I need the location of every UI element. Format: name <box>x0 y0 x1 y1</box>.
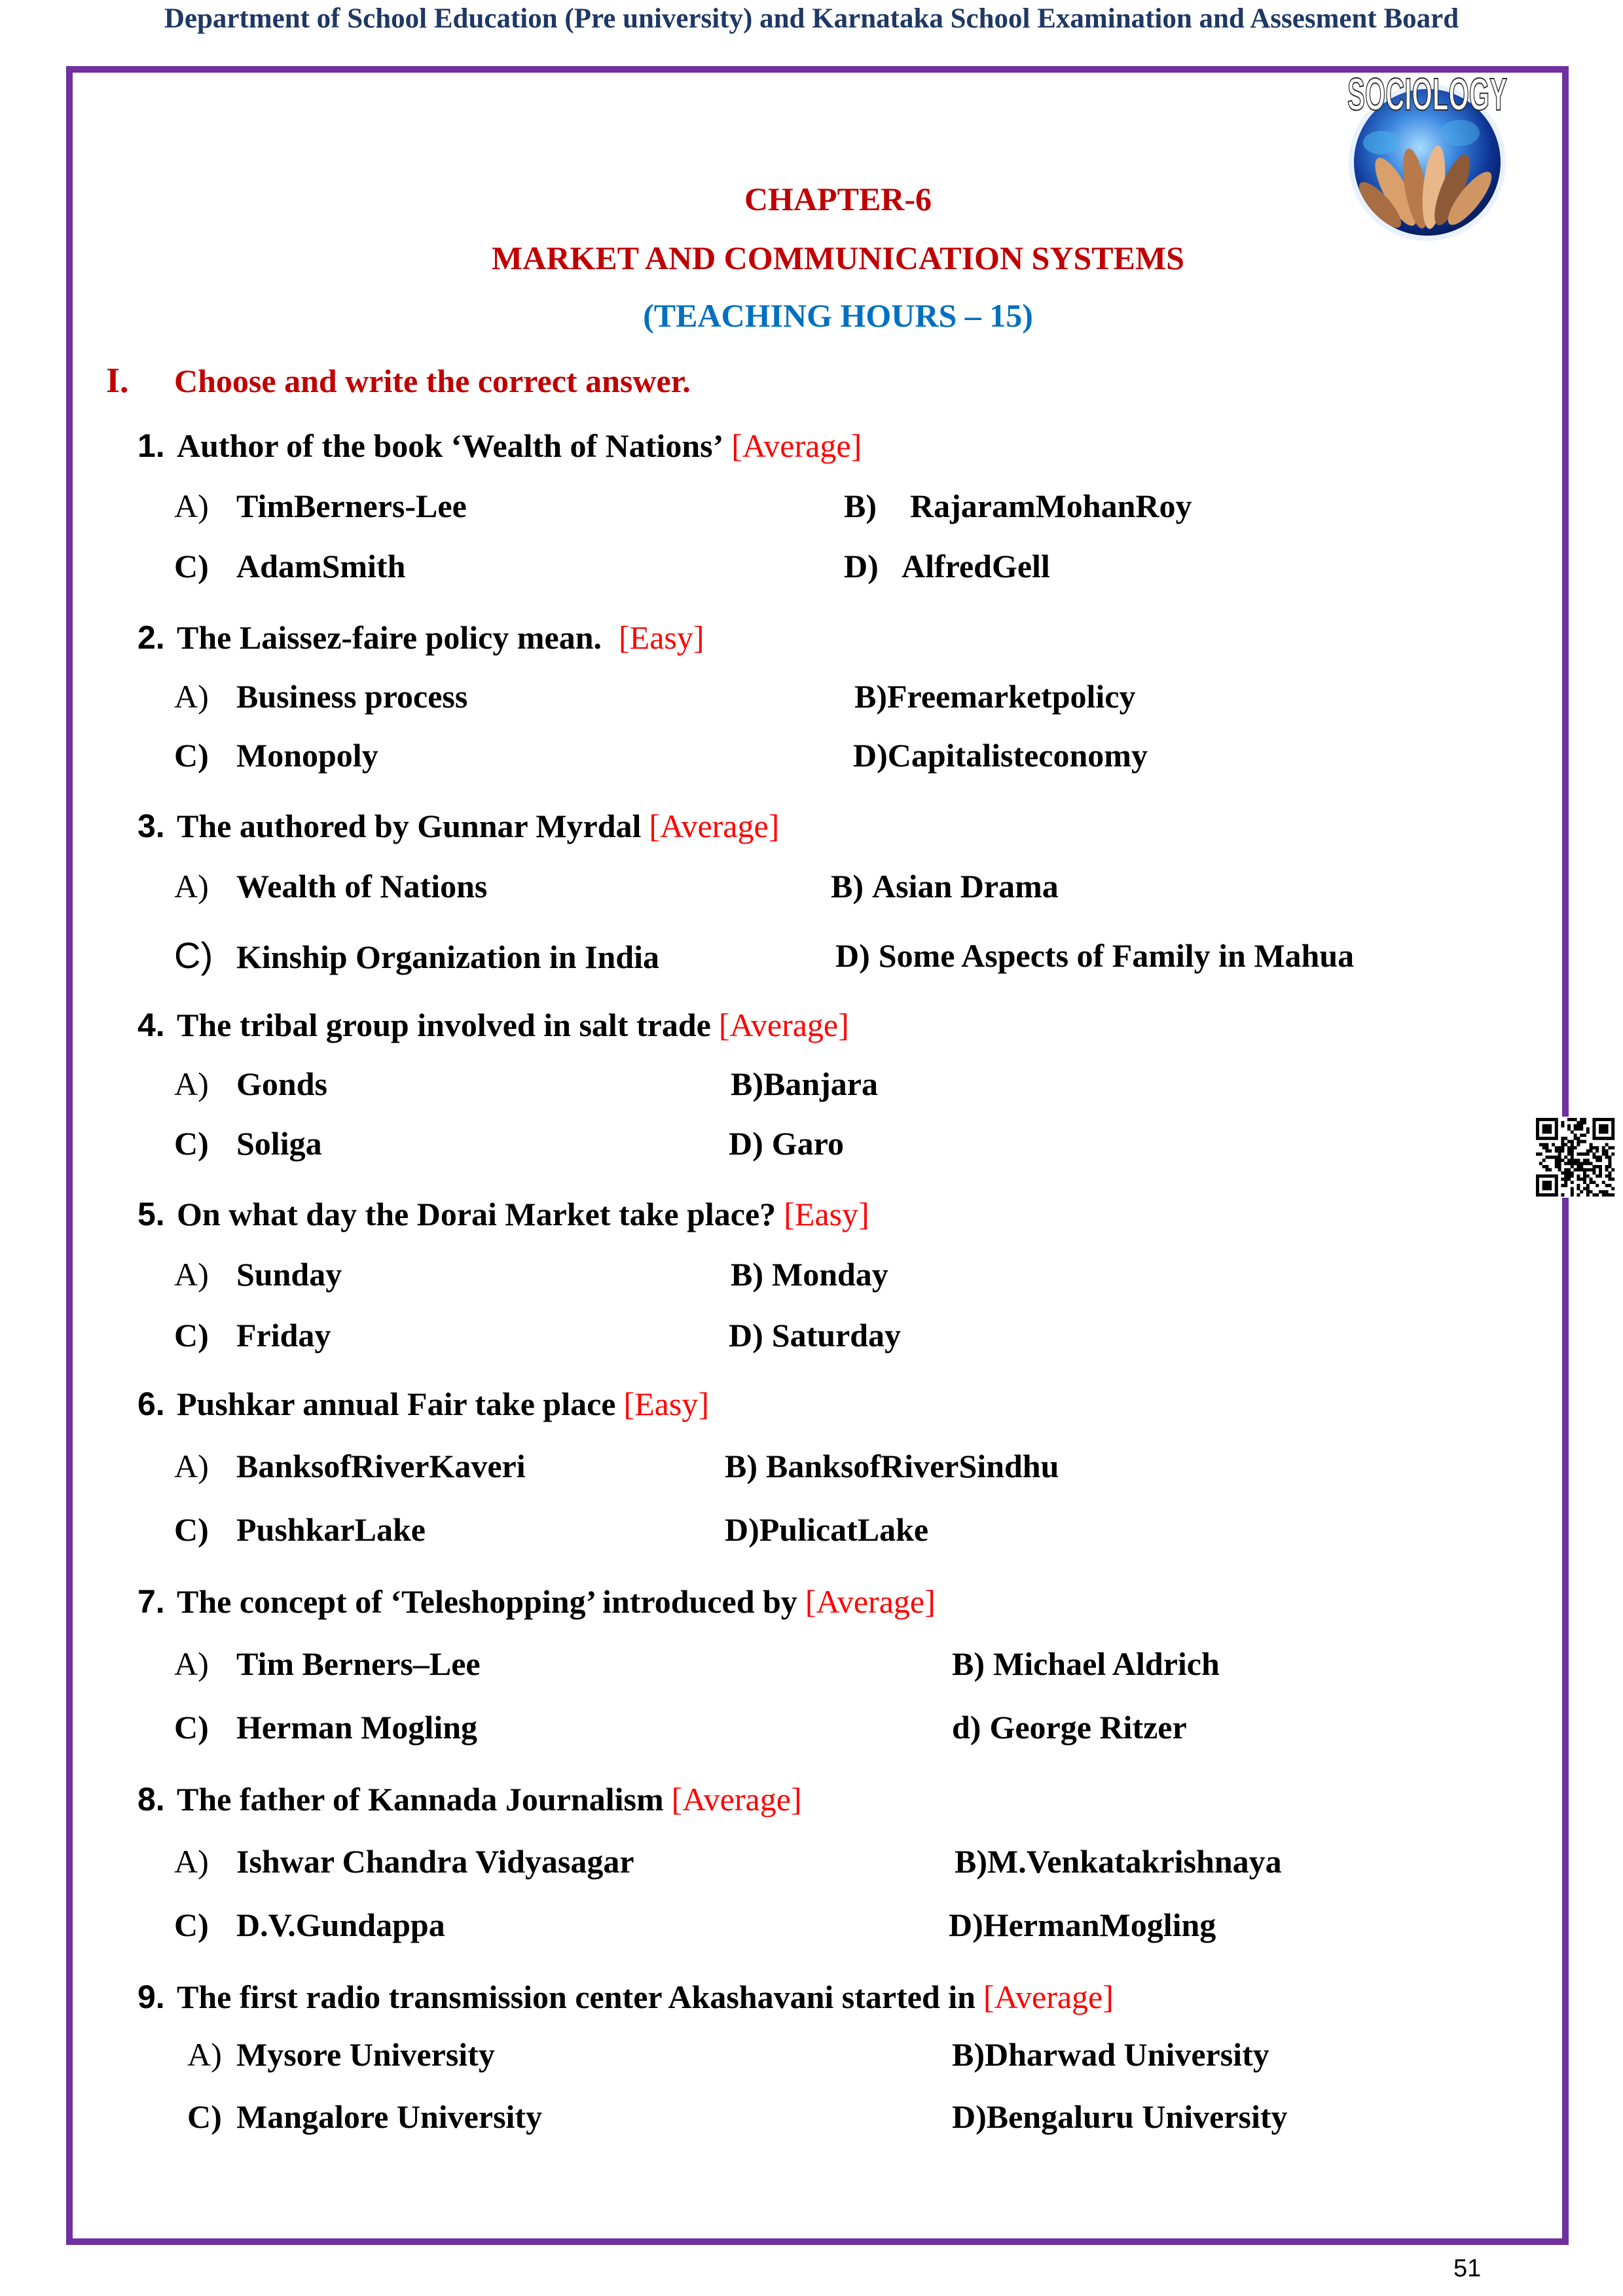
option-b <box>844 486 1192 526</box>
question-9 <box>137 1977 1114 2017</box>
option-a <box>174 1644 481 1683</box>
option-text: Mangalore University <box>236 2098 543 2135</box>
option-d <box>729 1124 844 1163</box>
option-text: Friday <box>236 1317 331 1354</box>
option-d <box>949 1905 1216 1945</box>
option-text: Monopoly <box>236 737 378 774</box>
question-3 <box>137 806 779 846</box>
option-text: Business process <box>236 678 468 715</box>
board-header: Department of School Education (Pre university) and Karnataka School Examination and Assesment Board <box>164 3 1459 34</box>
option-text: Garo <box>771 1125 844 1162</box>
difficulty-tag: [Average] <box>718 1007 849 1043</box>
option-d <box>844 547 1050 586</box>
difficulty-tag: [Average] <box>805 1583 936 1620</box>
difficulty-tag: [Average] <box>731 427 862 464</box>
option-label: C) <box>174 935 213 976</box>
option-d <box>853 736 1148 775</box>
question-1 <box>137 426 862 465</box>
question-6 <box>137 1384 709 1424</box>
option-text: AlfredGell <box>902 548 1050 584</box>
option-label: B) <box>952 1645 985 1682</box>
option-text: TimBerners-Lee <box>236 488 467 524</box>
option-label: A) <box>174 1066 209 1102</box>
question-4 <box>137 1005 849 1045</box>
option-a <box>174 1842 634 1881</box>
question-number: 8. <box>137 1781 165 1818</box>
question-text: The concept of ‘Teleshopping’ introduced by <box>177 1583 797 1620</box>
question-number: 4. <box>137 1007 165 1043</box>
option-label: B) <box>831 868 864 905</box>
option-b <box>952 1644 1220 1683</box>
option-label: A) <box>174 1645 209 1682</box>
option-label: A) <box>174 678 209 715</box>
option-text: Soliga <box>236 1125 322 1162</box>
option-a <box>174 486 467 526</box>
question-number: 3. <box>137 808 165 844</box>
option-c <box>174 736 378 775</box>
option-text: Asian Drama <box>872 868 1059 905</box>
option-b <box>955 1842 1282 1881</box>
option-label: D) <box>952 2098 987 2135</box>
option-label: D) <box>725 1511 759 1548</box>
option-text: HermanMogling <box>983 1907 1216 1943</box>
qr-code[interactable] <box>1535 1117 1616 1198</box>
option-label: D) <box>835 937 870 974</box>
option-text: Gonds <box>236 1066 327 1102</box>
option-label: B) <box>952 2036 985 2073</box>
question-number: 9. <box>137 1979 165 2015</box>
question-text: The Laissez-faire policy mean. <box>177 619 602 656</box>
option-c <box>174 1510 426 1549</box>
option-text: Wealth of Nations <box>236 868 488 905</box>
option-c <box>174 1708 477 1747</box>
option-label: C) <box>174 1709 209 1746</box>
option-label: B) <box>731 1066 763 1102</box>
difficulty-tag: [Easy] <box>784 1196 869 1232</box>
sociology-logo <box>1336 71 1520 239</box>
difficulty-tag: [Average] <box>649 808 780 844</box>
option-c <box>174 547 405 586</box>
question-text: The tribal group involved in salt trade <box>177 1007 711 1043</box>
option-c <box>187 2097 542 2136</box>
option-a <box>174 867 487 906</box>
option-b <box>731 1255 888 1294</box>
option-label: C) <box>187 2098 222 2135</box>
option-a <box>174 677 467 716</box>
option-label: D) <box>729 1317 763 1354</box>
option-label: D) <box>853 737 888 774</box>
option-b <box>725 1446 1059 1486</box>
section-instruction: Choose and write the correct answer. <box>174 363 691 399</box>
option-b <box>731 1064 878 1103</box>
option-label: B) <box>854 678 887 715</box>
option-d <box>952 2097 1288 2136</box>
question-text: Author of the book ‘Wealth of Nations’ <box>177 427 724 464</box>
option-text: Michael Aldrich <box>993 1645 1220 1682</box>
option-label: B) <box>844 488 877 524</box>
option-d <box>952 1708 1187 1747</box>
option-c <box>174 1905 445 1945</box>
option-text: Tim Berners–Lee <box>236 1645 481 1682</box>
option-label: A) <box>174 868 209 905</box>
question-7 <box>137 1582 936 1621</box>
option-b <box>854 677 1136 716</box>
option-label: B) <box>725 1448 757 1484</box>
option-text: Sunday <box>236 1256 342 1293</box>
option-label: A) <box>174 1448 209 1484</box>
option-text: Kinship Organization in India <box>236 939 660 975</box>
option-text: Some Aspects of Family in Mahua <box>878 937 1355 974</box>
question-number: 6. <box>137 1386 165 1422</box>
option-text: Ishwar Chandra Vidyasagar <box>236 1843 634 1880</box>
logo-text: SOCIOLOGY <box>1347 69 1507 120</box>
option-label: C) <box>174 1907 209 1943</box>
option-text: George Ritzer <box>989 1709 1187 1746</box>
option-label: C) <box>174 1125 209 1162</box>
option-text: Freemarketpolicy <box>887 678 1136 715</box>
question-number: 2. <box>137 619 165 656</box>
question-number: 1. <box>137 427 165 464</box>
option-d <box>729 1316 901 1355</box>
question-8 <box>137 1780 802 1819</box>
option-text: PushkarLake <box>236 1511 426 1548</box>
option-text: Bengaluru University <box>986 2098 1288 2135</box>
question-text: The father of Kannada Journalism <box>177 1781 664 1818</box>
difficulty-tag: [Average] <box>983 1979 1114 2015</box>
section-heading <box>106 361 691 401</box>
option-c <box>174 1316 331 1355</box>
option-text: AdamSmith <box>236 548 406 584</box>
option-label: C) <box>174 1511 209 1548</box>
option-label: C) <box>174 548 209 584</box>
option-label: D) <box>729 1125 763 1162</box>
option-label: A) <box>187 2036 222 2073</box>
option-c <box>174 936 659 975</box>
question-number: 5. <box>137 1196 165 1232</box>
option-b <box>952 2035 1269 2074</box>
option-label: C) <box>174 1317 209 1354</box>
question-text: The authored by Gunnar Myrdal <box>177 808 642 844</box>
option-text: RajaramMohanRoy <box>910 488 1192 524</box>
option-a <box>174 1255 342 1294</box>
page-number: 51 <box>1453 2255 1482 2282</box>
option-d <box>835 936 1354 975</box>
question-5 <box>137 1194 869 1234</box>
question-number: 7. <box>137 1583 165 1620</box>
option-label: d) <box>952 1709 981 1746</box>
option-d <box>725 1510 928 1549</box>
option-label: A) <box>174 488 209 524</box>
chapter-number: CHAPTER-6 <box>744 181 932 217</box>
option-text: Herman Mogling <box>236 1709 478 1746</box>
option-text: PulicatLake <box>759 1511 929 1548</box>
question-2 <box>137 618 704 657</box>
option-label: B) <box>955 1843 987 1880</box>
option-text: Dharwad University <box>985 2036 1269 2073</box>
question-text: The first radio transmission center Akashavani started in <box>177 1979 976 2015</box>
option-b <box>831 867 1059 906</box>
option-text: Banjara <box>763 1066 878 1102</box>
option-text: M.Venkatakrishnaya <box>987 1843 1282 1880</box>
option-label: B) <box>731 1256 763 1293</box>
difficulty-tag: [Easy] <box>619 619 704 656</box>
option-text: BanksofRiverKaveri <box>236 1448 526 1484</box>
option-label: C) <box>174 737 209 774</box>
option-text: Mysore University <box>236 2036 495 2073</box>
option-text: Monday <box>772 1256 888 1293</box>
option-label: A) <box>174 1256 209 1293</box>
option-text: BanksofRiverSindhu <box>766 1448 1059 1484</box>
option-a <box>174 1064 327 1103</box>
question-text: Pushkar annual Fair take place <box>177 1386 616 1422</box>
chapter-title: MARKET AND COMMUNICATION SYSTEMS <box>492 240 1184 276</box>
option-label: A) <box>174 1843 209 1880</box>
option-a <box>187 2035 495 2074</box>
option-text: Capitalisteconomy <box>887 737 1148 774</box>
option-text: D.V.Gundappa <box>236 1907 445 1943</box>
option-label: D) <box>844 548 879 584</box>
option-label: D) <box>949 1907 983 1943</box>
difficulty-tag: [Easy] <box>623 1386 709 1422</box>
option-text: Saturday <box>771 1317 902 1354</box>
difficulty-tag: [Average] <box>671 1781 802 1818</box>
option-c <box>174 1124 322 1163</box>
option-a <box>174 1446 526 1486</box>
section-numeral: I. <box>106 361 129 400</box>
question-text: On what day the Dorai Market take place? <box>177 1196 776 1232</box>
teaching-hours: (TEACHING HOURS – 15) <box>643 297 1033 334</box>
